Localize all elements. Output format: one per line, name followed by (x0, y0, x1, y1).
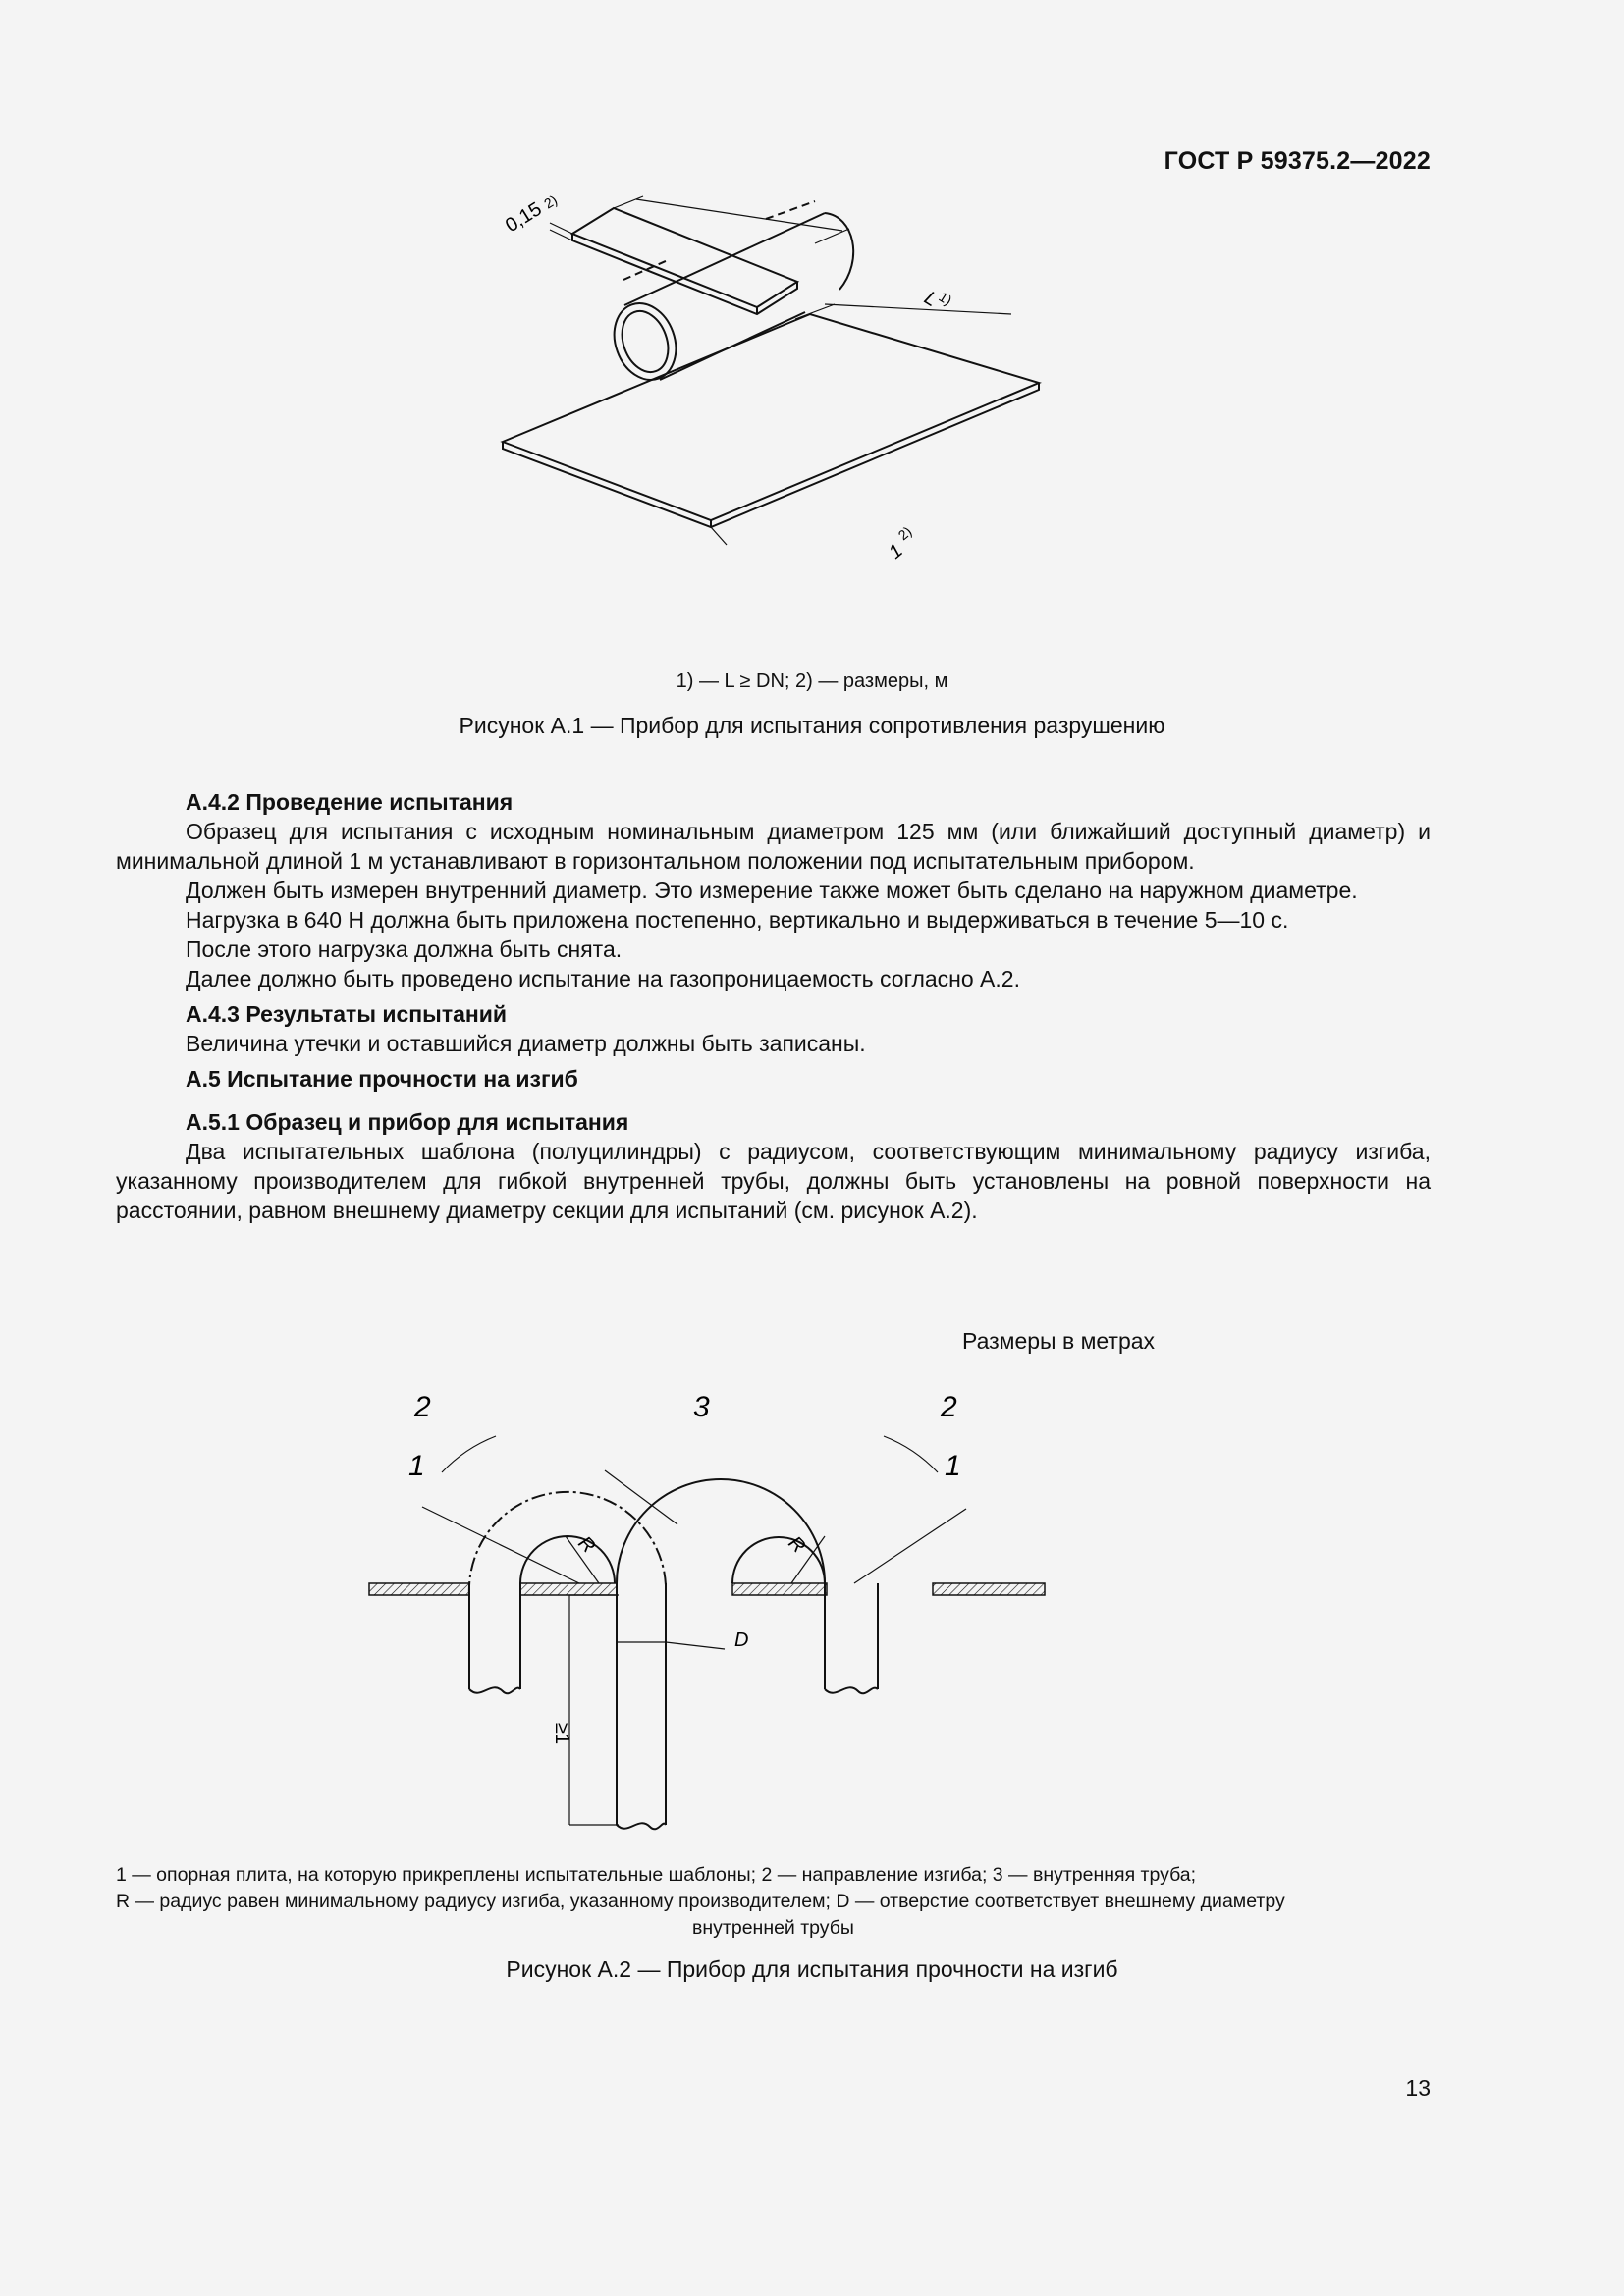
section-a5-title: А.5 Испытание прочности на изгиб (186, 1066, 578, 1092)
fig1-label-length: L (920, 287, 942, 312)
fig2-label-3: 3 (693, 1391, 710, 1423)
fig1-label-width-note: 2) (894, 523, 915, 544)
section-a42-paragraph: Должен быть измерен внутренний диаметр. Это измерение также может быть сделано на наружном диаметре. (186, 878, 1358, 903)
section-a51-title: А.5.1 Образец и прибор для испытания (186, 1109, 629, 1135)
figure-a2-note-line1: 1 — опорная плита, на которую прикреплены испытательные шаблоны; 2 — направление изгиба; 3 — внутренняя труба; (116, 1864, 1197, 1886)
page-number: 13 (1405, 2075, 1431, 2101)
fig2-label-2-right: 2 (941, 1391, 957, 1423)
figure-a1-note: 1) — L ≥ DN; 2) — размеры, м (676, 670, 948, 692)
support-plate-left (369, 1583, 469, 1595)
figure-a2-note-line2: R — радиус равен минимальному радиусу изгиба, указанному производителем; D — отверстие соответствует внешнему диаметру (116, 1891, 1285, 1912)
document-id: ГОСТ Р 59375.2—2022 (1164, 147, 1431, 175)
figure-a2-note-line3: внутренней трубы (692, 1917, 854, 1939)
section-a42-paragraph: Образец для испытания с исходным номинальным диаметром 125 мм (или ближайший доступный диаметр) и минимальной длиной 1 м устанавливают в горизонтальном положении под испытательным прибором. (116, 819, 1431, 874)
section-a42-paragraph: Далее должно быть проведено испытание на газопроницаемость согласно А.2. (186, 966, 1020, 991)
fig2-label-r-left: R (573, 1531, 600, 1558)
fig1-label-thickness: 0,15 (501, 197, 546, 238)
section-a43-title: А.4.3 Результаты испытаний (186, 1001, 508, 1027)
fig2-label-r-right: R (784, 1531, 810, 1558)
fig2-label-1-right: 1 (945, 1450, 961, 1482)
fig1-label-width: 1 (885, 539, 907, 563)
dimensions-label: Размеры в метрах (962, 1328, 1156, 1354)
section-a42-paragraph: Нагрузка в 640 Н должна быть приложена постепенно, вертикально и выдерживаться в течение 5—10 с. (186, 907, 1289, 933)
fig1-label-length-note: 1) (936, 288, 955, 309)
fig2-label-1-left: 1 (408, 1450, 425, 1482)
body-text (116, 787, 1431, 1225)
figure-a2-note (116, 1862, 1431, 1942)
fig1-label-thickness-note: 2) (541, 191, 561, 212)
section-a51-paragraph: Два испытательных шаблона (полуцилиндры) с радиусом, соответствующим минимальному радиусу изгиба, указанному производителем для гибкой внутренней трубы, должны быть установлены на ровной поверхности на расстоянии, равном внешнему диаметру секции для испытаний (см. рисунок А.2). (116, 1139, 1431, 1223)
section-a43-paragraph: Величина утечки и оставшийся диаметр должны быть записаны. (186, 1031, 866, 1056)
fig2-label-2-left: 2 (414, 1391, 431, 1423)
figure-a1-drawing (491, 191, 1060, 643)
fig2-label-d: D (734, 1629, 749, 1651)
section-a42-title: А.4.2 Проведение испытания (186, 789, 514, 815)
base-plate (503, 314, 1039, 520)
section-a42-paragraph: После этого нагрузка должна быть снята. (186, 936, 623, 962)
figure-a1-caption: Рисунок А.1 — Прибор для испытания сопротивления разрушению (459, 713, 1165, 738)
figure-a2-caption: Рисунок А.2 — Прибор для испытания прочности на изгиб (506, 1956, 1118, 1982)
figure-a2-drawing (363, 1389, 1051, 1831)
fig2-label-length: ≥1 (551, 1723, 572, 1745)
